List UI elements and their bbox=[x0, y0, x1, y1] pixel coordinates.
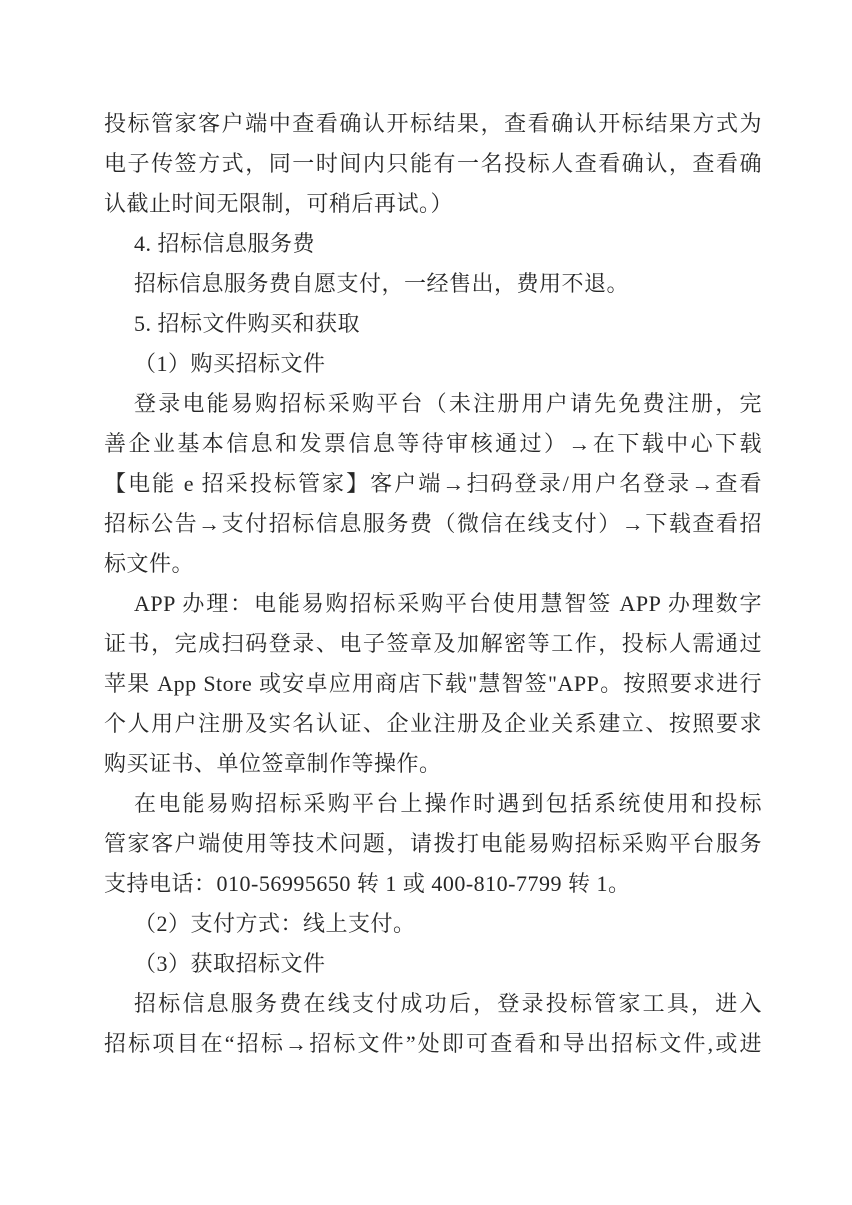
text-line: 认截止时间无限制，可稍后再试。） bbox=[104, 191, 454, 216]
document-body bbox=[104, 104, 762, 1064]
text-line: 招标信息服务费在线支付成功后，登录投标管家工具，进入 bbox=[134, 991, 762, 1016]
text-line: 【电能 e 招采投标管家】客户端→扫码登录/用户名登录→查看 bbox=[104, 471, 762, 496]
text-line: （2）支付方式：线上支付。 bbox=[134, 911, 416, 936]
text-line: 登录电能易购招标采购平台（未注册用户请先免费注册，完 bbox=[134, 391, 762, 416]
text-line: 在电能易购招标采购平台上操作时遇到包括系统使用和投标 bbox=[134, 791, 762, 816]
text-line: 支持电话：010-56995650 转 1 或 400-810-7799 转 1。 bbox=[104, 871, 631, 896]
text-line: 招标公告→支付招标信息服务费（微信在线支付）→下载查看招 bbox=[104, 511, 762, 536]
text-line: （1）购买招标文件 bbox=[134, 351, 326, 376]
text-line: APP 办理：电能易购招标采购平台使用慧智签 APP 办理数字 bbox=[134, 591, 762, 616]
text-line: 招标项目在“招标→招标文件”处即可查看和导出招标文件,或进 bbox=[104, 1031, 762, 1056]
text-line: 善企业基本信息和发票信息等待审核通过）→在下载中心下载 bbox=[104, 431, 762, 456]
text-line: 管家客户端使用等技术问题，请拨打电能易购招标采购平台服务 bbox=[104, 831, 762, 856]
text-line: 4. 招标信息服务费 bbox=[134, 231, 316, 256]
text-line: （3）获取招标文件 bbox=[134, 951, 326, 976]
text-line: 招标信息服务费自愿支付，一经售出，费用不退。 bbox=[134, 271, 630, 296]
text-line: 个人用户注册及实名认证、企业注册及企业关系建立、按照要求 bbox=[104, 711, 762, 736]
text-line: 购买证书、单位签章制作等操作。 bbox=[104, 751, 442, 776]
text-line: 电子传签方式，同一时间内只能有一名投标人查看确认，查看确 bbox=[104, 151, 762, 176]
text-line: 苹果 App Store 或安卓应用商店下载"慧智签"APP。按照要求进行 bbox=[104, 671, 762, 696]
text-line: 标文件。 bbox=[104, 551, 195, 576]
text-line: 投标管家客户端中查看确认开标结果，查看确认开标结果方式为 bbox=[104, 111, 762, 136]
text-line: 5. 招标文件购买和获取 bbox=[134, 311, 361, 336]
text-line: 证书，完成扫码登录、电子签章及加解密等工作，投标人需通过 bbox=[104, 631, 762, 656]
